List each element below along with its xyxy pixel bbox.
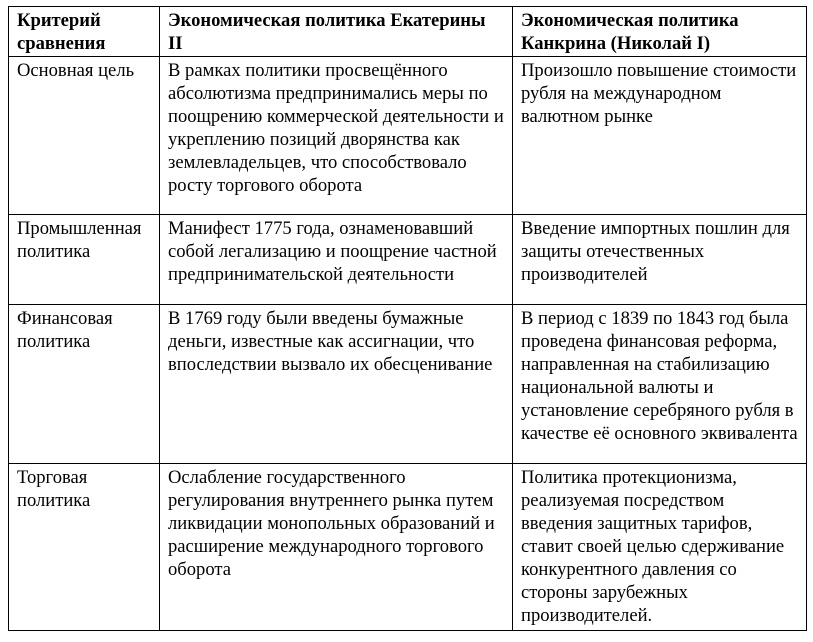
header-catherine-policy: Экономическая политика Екатерины II (160, 7, 513, 57)
header-criterion: Критерий сравнения (9, 7, 160, 57)
header-kankrin-policy: Экономическая политика Канкрина (Николай I) (513, 7, 807, 57)
kankrin-cell: Произошло повышение стоимости рубля на международном валютном рынке (513, 57, 807, 215)
table-row (9, 215, 807, 305)
criterion-cell: Финансовая политика (9, 305, 160, 464)
kankrin-cell: В период с 1839 по 1843 год была проведена финансовая реформа, направленная на стабилизацию национальной валюты и установление серебряного рубля в качестве её основного эквивалента (513, 305, 807, 464)
kankrin-cell: Политика протекционизма, реализуемая посредством введения защитных тарифов, ставит своей целью сдерживание конкурентного давления со стороны зарубежных производителей. (513, 464, 807, 631)
catherine-cell: Манифест 1775 года, ознаменовавший собой легализацию и поощрение частной предпринимательской деятельности (160, 215, 513, 305)
criterion-cell: Промышленная политика (9, 215, 160, 305)
comparison-table (8, 6, 807, 631)
table-row (9, 305, 807, 464)
table-header-row (9, 7, 807, 57)
catherine-cell: В рамках политики просвещённого абсолютизма предпринимались меры по поощрению коммерческой деятельности и укреплению позиций дворянства как землевладельцев, что способствовало росту торгового оборота (160, 57, 513, 215)
table-row (9, 57, 807, 215)
criterion-cell: Торговая политика (9, 464, 160, 631)
kankrin-cell: Введение импортных пошлин для защиты отечественных производителей (513, 215, 807, 305)
table-row (9, 464, 807, 631)
catherine-cell: Ослабление государственного регулирования внутреннего рынка путем ликвидации монопольных образований и расширение международного торгового оборота (160, 464, 513, 631)
criterion-cell: Основная цель (9, 57, 160, 215)
catherine-cell: В 1769 году были введены бумажные деньги, известные как ассигнации, что впоследствии вызвало их обесценивание (160, 305, 513, 464)
